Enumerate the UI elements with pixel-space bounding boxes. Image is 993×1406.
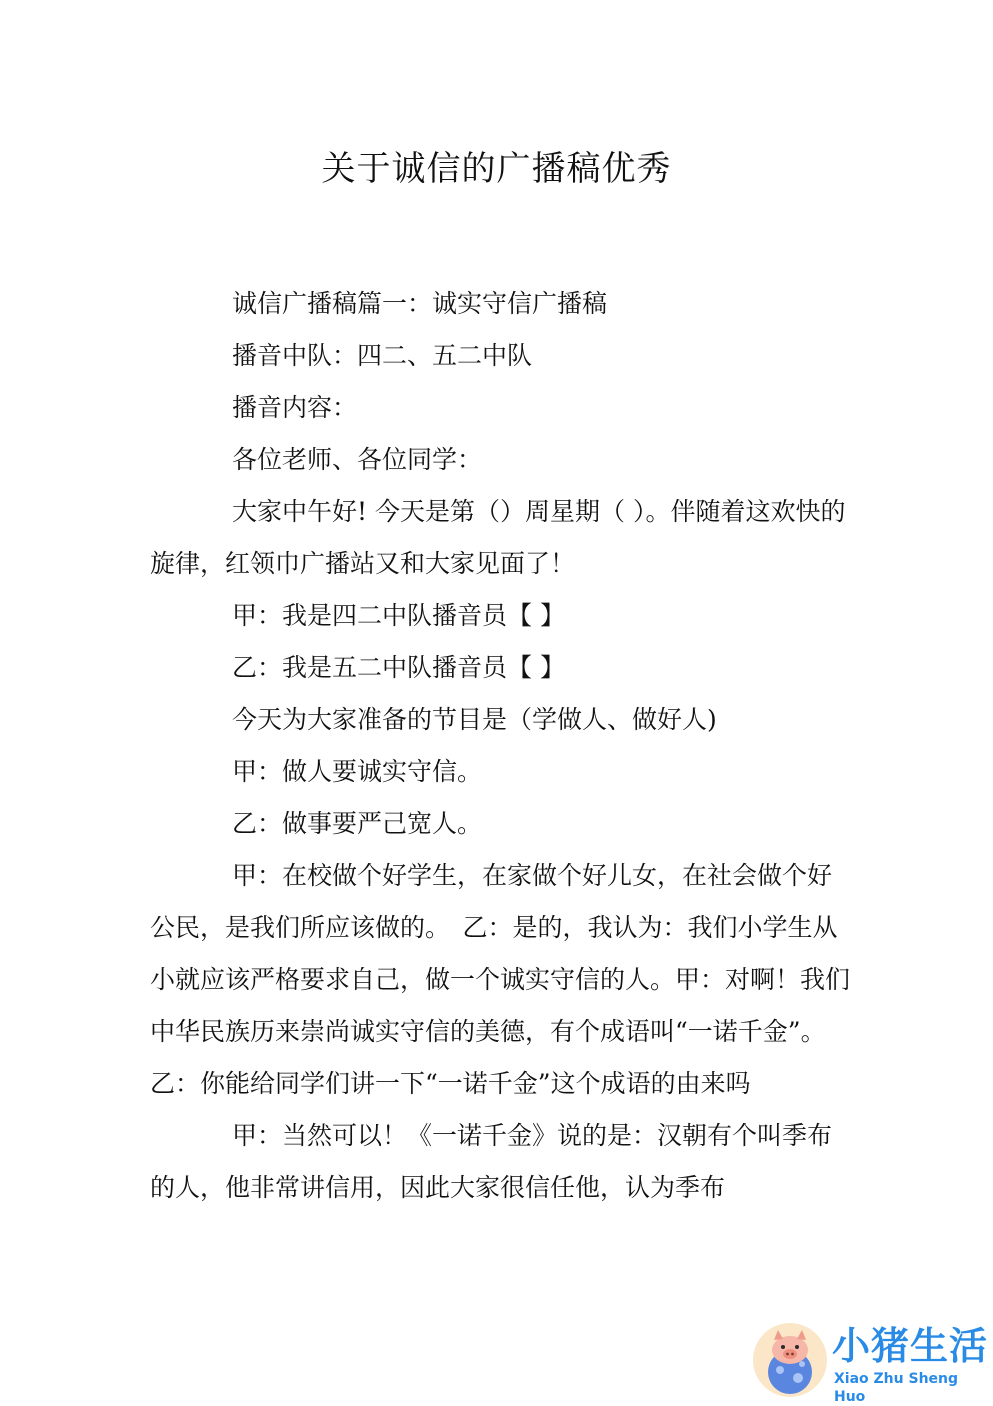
paragraph-12: 甲：当然可以！《一诺千金》说的是：汉朝有个叫季布的人，他非常讲信用，因此大家很信任他，认为季布: [150, 1121, 833, 1202]
paragraph-2: 播音中队：四二、五二中队: [232, 341, 533, 370]
watermark-brand-cn: 小猪生活: [832, 1324, 989, 1368]
paragraph-7: 乙：我是五二中队播音员【 】: [232, 653, 565, 682]
paragraph-11: 甲：在校做个好学生，在家做个好儿女，在社会做个好公民，是我们所应该做的。 乙：是的，我认为：我们小学生从小就应该严格要求自己，做一个诚实守信的人。甲：对啊！我们中华民族历来崇尚诚实守信的美德，有个成语叫“一诺千金”。 乙：你能给同学们讲一下“一诺千金”这个成语的由来吗: [150, 861, 851, 1098]
paragraph-10: 乙：做事要严己宽人。: [232, 809, 483, 838]
paragraph-9: 甲：做人要诚实守信。: [232, 757, 483, 786]
watermark: [750, 1320, 990, 1405]
paragraph-3: 播音内容：: [232, 393, 358, 422]
paragraph-4: 各位老师、各位同学：: [232, 445, 483, 474]
document-body: [150, 278, 850, 1214]
pig-mascot-icon: [750, 1320, 830, 1400]
paragraph-5: 大家中午好! 今天是第（）周星期（ ）。伴随着这欢快的旋律，红领巾广播站又和大家见面了！: [150, 497, 846, 578]
document-title: 关于诚信的广播稿优秀: [321, 148, 672, 189]
paragraph-8: 今天为大家准备的节目是（学做人、做好人): [232, 705, 717, 734]
watermark-brand-en: Xiao Zhu Sheng Huo: [834, 1371, 959, 1405]
paragraph-1: 诚信广播稿篇一：诚实守信广播稿: [232, 289, 608, 318]
paragraph-6: 甲：我是四二中队播音员【 】: [232, 601, 565, 630]
